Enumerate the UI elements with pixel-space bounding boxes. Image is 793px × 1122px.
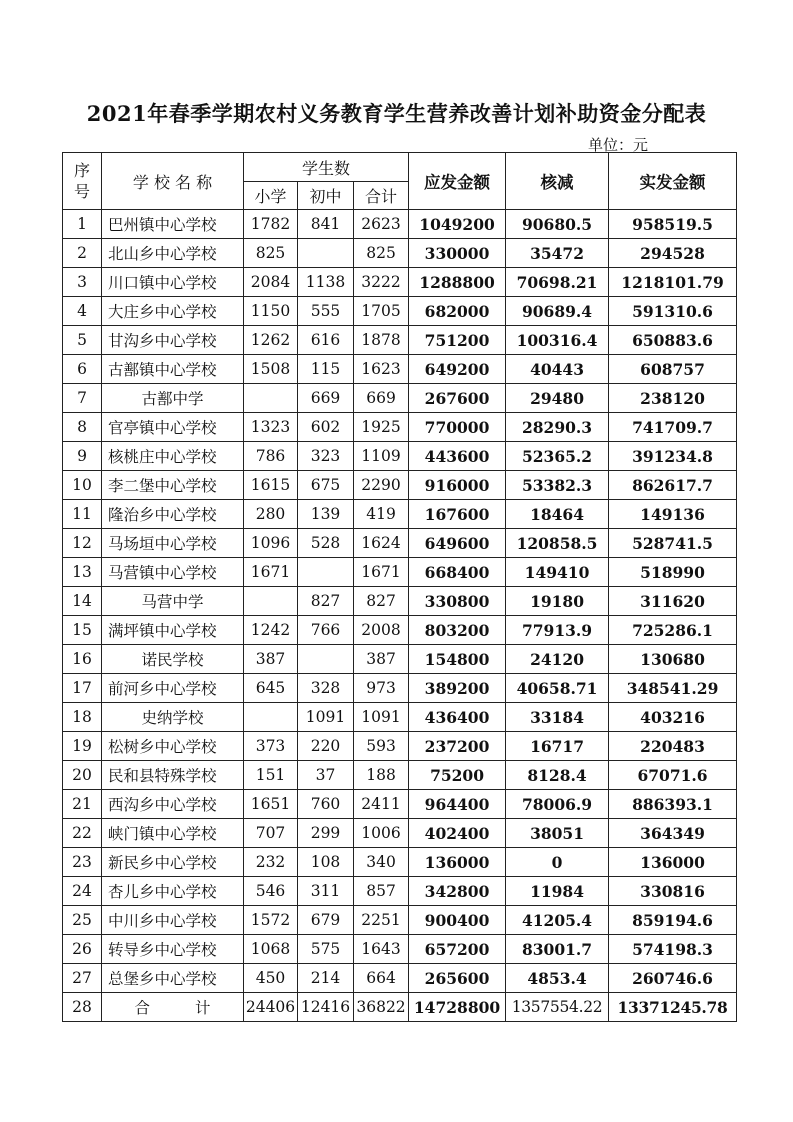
cell-subtotal: 1109 — [354, 442, 409, 471]
cell-primary — [244, 703, 298, 732]
cell-junior: 139 — [298, 500, 354, 529]
cell-allocated: 342800 — [409, 877, 506, 906]
cell-allocated: 443600 — [409, 442, 506, 471]
cell-junior: 602 — [298, 413, 354, 442]
cell-subtotal: 2290 — [354, 471, 409, 500]
cell-actual: 136000 — [609, 848, 737, 877]
cell-school: 西沟乡中心学校 — [102, 790, 244, 819]
cell-subtotal: 2623 — [354, 210, 409, 239]
cell-school: 杏儿乡中心学校 — [102, 877, 244, 906]
cell-primary: 1262 — [244, 326, 298, 355]
total-label: 合 计 — [102, 993, 244, 1022]
cell-primary: 1615 — [244, 471, 298, 500]
table-row — [63, 239, 737, 268]
header-junior: 初中 — [298, 182, 354, 210]
cell-allocated: 267600 — [409, 384, 506, 413]
cell-deduction: 4853.4 — [506, 964, 609, 993]
cell-primary: 786 — [244, 442, 298, 471]
cell-seq: 21 — [63, 790, 102, 819]
cell-actual: 741709.7 — [609, 413, 737, 442]
cell-allocated: 916000 — [409, 471, 506, 500]
cell-seq: 6 — [63, 355, 102, 384]
cell-actual: 311620 — [609, 587, 737, 616]
table-row — [63, 906, 737, 935]
cell-allocated: 1288800 — [409, 268, 506, 297]
cell-junior: 555 — [298, 297, 354, 326]
cell-deduction: 90680.5 — [506, 210, 609, 239]
cell-junior: 616 — [298, 326, 354, 355]
cell-primary: 707 — [244, 819, 298, 848]
cell-primary: 1671 — [244, 558, 298, 587]
cell-actual: 260746.6 — [609, 964, 737, 993]
cell-subtotal: 825 — [354, 239, 409, 268]
table-row — [63, 819, 737, 848]
cell-actual: 1218101.79 — [609, 268, 737, 297]
table-row — [63, 645, 737, 674]
table-row — [63, 413, 737, 442]
cell-primary: 1782 — [244, 210, 298, 239]
table-row — [63, 355, 737, 384]
cell-primary: 280 — [244, 500, 298, 529]
cell-junior — [298, 558, 354, 587]
cell-allocated: 136000 — [409, 848, 506, 877]
cell-actual: 574198.3 — [609, 935, 737, 964]
cell-junior: 675 — [298, 471, 354, 500]
cell-junior: 528 — [298, 529, 354, 558]
cell-subtotal: 1671 — [354, 558, 409, 587]
cell-deduction: 11984 — [506, 877, 609, 906]
cell-actual: 403216 — [609, 703, 737, 732]
cell-primary: 1150 — [244, 297, 298, 326]
cell-school: 新民乡中心学校 — [102, 848, 244, 877]
cell-seq: 22 — [63, 819, 102, 848]
table-row — [63, 935, 737, 964]
cell-allocated: 154800 — [409, 645, 506, 674]
cell-deduction: 19180 — [506, 587, 609, 616]
cell-actual: 958519.5 — [609, 210, 737, 239]
cell-allocated: 649200 — [409, 355, 506, 384]
cell-deduction: 70698.21 — [506, 268, 609, 297]
total-actual: 13371245.78 — [609, 993, 737, 1022]
cell-junior: 841 — [298, 210, 354, 239]
cell-subtotal: 593 — [354, 732, 409, 761]
cell-school: 峡门镇中心学校 — [102, 819, 244, 848]
table-row — [63, 210, 737, 239]
table-row — [63, 732, 737, 761]
cell-primary: 645 — [244, 674, 298, 703]
cell-school: 官亭镇中心学校 — [102, 413, 244, 442]
cell-seq: 3 — [63, 268, 102, 297]
cell-deduction: 8128.4 — [506, 761, 609, 790]
table-row — [63, 529, 737, 558]
cell-school: 松树乡中心学校 — [102, 732, 244, 761]
cell-primary: 1572 — [244, 906, 298, 935]
cell-subtotal: 2008 — [354, 616, 409, 645]
cell-primary: 1323 — [244, 413, 298, 442]
cell-deduction: 28290.3 — [506, 413, 609, 442]
cell-actual: 391234.8 — [609, 442, 737, 471]
cell-actual: 130680 — [609, 645, 737, 674]
cell-allocated: 751200 — [409, 326, 506, 355]
allocation-table — [62, 152, 737, 1022]
cell-school: 川口镇中心学校 — [102, 268, 244, 297]
cell-allocated: 265600 — [409, 964, 506, 993]
cell-seq: 18 — [63, 703, 102, 732]
cell-school: 满坪镇中心学校 — [102, 616, 244, 645]
cell-subtotal: 1925 — [354, 413, 409, 442]
cell-junior: 669 — [298, 384, 354, 413]
cell-subtotal: 669 — [354, 384, 409, 413]
cell-deduction: 24120 — [506, 645, 609, 674]
cell-junior: 115 — [298, 355, 354, 384]
cell-school: 中川乡中心学校 — [102, 906, 244, 935]
cell-actual: 220483 — [609, 732, 737, 761]
cell-primary: 1651 — [244, 790, 298, 819]
total-seq: 28 — [63, 993, 102, 1022]
cell-deduction: 78006.9 — [506, 790, 609, 819]
cell-allocated: 167600 — [409, 500, 506, 529]
cell-seq: 15 — [63, 616, 102, 645]
cell-subtotal: 1091 — [354, 703, 409, 732]
cell-actual: 528741.5 — [609, 529, 737, 558]
cell-deduction: 35472 — [506, 239, 609, 268]
cell-junior: 214 — [298, 964, 354, 993]
cell-subtotal: 387 — [354, 645, 409, 674]
cell-primary: 546 — [244, 877, 298, 906]
cell-school: 马营中学 — [102, 587, 244, 616]
cell-junior: 299 — [298, 819, 354, 848]
cell-actual: 238120 — [609, 384, 737, 413]
cell-allocated: 964400 — [409, 790, 506, 819]
cell-subtotal: 3222 — [354, 268, 409, 297]
cell-school: 民和县特殊学校 — [102, 761, 244, 790]
cell-school: 核桃庄中心学校 — [102, 442, 244, 471]
header-allocated: 应发金额 — [409, 153, 506, 210]
cell-allocated: 900400 — [409, 906, 506, 935]
total-primary: 24406 — [244, 993, 298, 1022]
cell-allocated: 330800 — [409, 587, 506, 616]
cell-junior: 1138 — [298, 268, 354, 297]
cell-seq: 16 — [63, 645, 102, 674]
cell-junior: 220 — [298, 732, 354, 761]
cell-junior: 328 — [298, 674, 354, 703]
cell-actual: 294528 — [609, 239, 737, 268]
cell-actual: 725286.1 — [609, 616, 737, 645]
header-seq-line1: 序 — [73, 161, 90, 180]
cell-seq: 14 — [63, 587, 102, 616]
table-row — [63, 384, 737, 413]
cell-allocated: 436400 — [409, 703, 506, 732]
cell-seq: 27 — [63, 964, 102, 993]
cell-junior: 679 — [298, 906, 354, 935]
cell-deduction: 77913.9 — [506, 616, 609, 645]
cell-allocated: 649600 — [409, 529, 506, 558]
table-row — [63, 500, 737, 529]
cell-primary: 373 — [244, 732, 298, 761]
cell-primary: 387 — [244, 645, 298, 674]
cell-seq: 19 — [63, 732, 102, 761]
header-school: 学 校 名 称 — [102, 153, 244, 210]
cell-deduction: 40443 — [506, 355, 609, 384]
cell-school: 史纳学校 — [102, 703, 244, 732]
cell-school: 隆治乡中心学校 — [102, 500, 244, 529]
cell-junior: 1091 — [298, 703, 354, 732]
cell-school: 转导乡中心学校 — [102, 935, 244, 964]
cell-school: 诺民学校 — [102, 645, 244, 674]
cell-junior: 827 — [298, 587, 354, 616]
cell-deduction: 120858.5 — [506, 529, 609, 558]
cell-primary: 1068 — [244, 935, 298, 964]
table-row — [63, 442, 737, 471]
cell-actual: 149136 — [609, 500, 737, 529]
cell-allocated: 770000 — [409, 413, 506, 442]
cell-subtotal: 827 — [354, 587, 409, 616]
cell-junior: 575 — [298, 935, 354, 964]
cell-deduction: 18464 — [506, 500, 609, 529]
cell-school: 马场垣中心学校 — [102, 529, 244, 558]
unit-label: 单位：元 — [588, 136, 649, 154]
cell-seq: 13 — [63, 558, 102, 587]
header-actual: 实发金额 — [609, 153, 737, 210]
cell-primary: 1242 — [244, 616, 298, 645]
header-subtotal: 合计 — [354, 182, 409, 210]
cell-allocated: 803200 — [409, 616, 506, 645]
total-junior: 12416 — [298, 993, 354, 1022]
cell-seq: 12 — [63, 529, 102, 558]
cell-seq: 4 — [63, 297, 102, 326]
cell-junior: 766 — [298, 616, 354, 645]
table-row — [63, 268, 737, 297]
table-row — [63, 877, 737, 906]
cell-actual: 364349 — [609, 819, 737, 848]
header-seq-line2: 号 — [73, 182, 90, 201]
cell-actual: 886393.1 — [609, 790, 737, 819]
cell-seq: 8 — [63, 413, 102, 442]
header-seq — [63, 153, 102, 210]
cell-allocated: 1049200 — [409, 210, 506, 239]
cell-actual: 650883.6 — [609, 326, 737, 355]
cell-seq: 7 — [63, 384, 102, 413]
cell-school: 前河乡中心学校 — [102, 674, 244, 703]
cell-primary — [244, 384, 298, 413]
cell-school: 古鄯镇中心学校 — [102, 355, 244, 384]
table-row — [63, 674, 737, 703]
cell-primary: 1508 — [244, 355, 298, 384]
cell-junior: 760 — [298, 790, 354, 819]
cell-actual: 518990 — [609, 558, 737, 587]
table-row — [63, 297, 737, 326]
cell-seq: 17 — [63, 674, 102, 703]
cell-deduction: 33184 — [506, 703, 609, 732]
cell-subtotal: 2251 — [354, 906, 409, 935]
cell-subtotal: 1878 — [354, 326, 409, 355]
table-row — [63, 790, 737, 819]
table-row — [63, 587, 737, 616]
cell-subtotal: 1643 — [354, 935, 409, 964]
cell-seq: 25 — [63, 906, 102, 935]
cell-primary — [244, 587, 298, 616]
cell-primary: 1096 — [244, 529, 298, 558]
cell-junior: 311 — [298, 877, 354, 906]
table-row — [63, 703, 737, 732]
cell-deduction: 0 — [506, 848, 609, 877]
cell-allocated: 682000 — [409, 297, 506, 326]
cell-seq: 2 — [63, 239, 102, 268]
cell-deduction: 41205.4 — [506, 906, 609, 935]
table-row — [63, 471, 737, 500]
cell-seq: 10 — [63, 471, 102, 500]
cell-seq: 23 — [63, 848, 102, 877]
table-row — [63, 558, 737, 587]
cell-actual: 330816 — [609, 877, 737, 906]
cell-junior — [298, 239, 354, 268]
cell-deduction: 100316.4 — [506, 326, 609, 355]
cell-school: 古鄯中学 — [102, 384, 244, 413]
cell-deduction: 149410 — [506, 558, 609, 587]
cell-allocated: 657200 — [409, 935, 506, 964]
cell-subtotal: 419 — [354, 500, 409, 529]
cell-seq: 26 — [63, 935, 102, 964]
cell-actual: 608757 — [609, 355, 737, 384]
page-title: 2021年春季学期农村义务教育学生营养改善计划补助资金分配表 — [86, 101, 707, 126]
cell-school: 北山乡中心学校 — [102, 239, 244, 268]
cell-actual: 859194.6 — [609, 906, 737, 935]
cell-allocated: 330000 — [409, 239, 506, 268]
cell-deduction: 83001.7 — [506, 935, 609, 964]
cell-junior: 37 — [298, 761, 354, 790]
cell-actual: 67071.6 — [609, 761, 737, 790]
header-deduction: 核减 — [506, 153, 609, 210]
cell-school: 巴州镇中心学校 — [102, 210, 244, 239]
cell-deduction: 53382.3 — [506, 471, 609, 500]
cell-seq: 24 — [63, 877, 102, 906]
cell-primary: 232 — [244, 848, 298, 877]
cell-deduction: 40658.71 — [506, 674, 609, 703]
header-primary: 小学 — [244, 182, 298, 210]
cell-seq: 9 — [63, 442, 102, 471]
cell-junior: 108 — [298, 848, 354, 877]
cell-school: 大庄乡中心学校 — [102, 297, 244, 326]
cell-subtotal: 973 — [354, 674, 409, 703]
total-row — [63, 993, 737, 1022]
cell-school: 李二堡中心学校 — [102, 471, 244, 500]
cell-subtotal: 1624 — [354, 529, 409, 558]
table-row — [63, 848, 737, 877]
cell-allocated: 389200 — [409, 674, 506, 703]
cell-allocated: 75200 — [409, 761, 506, 790]
cell-seq: 20 — [63, 761, 102, 790]
cell-subtotal: 340 — [354, 848, 409, 877]
table-row — [63, 964, 737, 993]
table-row — [63, 616, 737, 645]
table-body — [63, 210, 737, 1022]
table-row — [63, 761, 737, 790]
cell-subtotal: 2411 — [354, 790, 409, 819]
cell-junior — [298, 645, 354, 674]
cell-actual: 591310.6 — [609, 297, 737, 326]
total-subtotal: 36822 — [354, 993, 409, 1022]
cell-seq: 11 — [63, 500, 102, 529]
cell-seq: 5 — [63, 326, 102, 355]
table-row — [63, 326, 737, 355]
cell-subtotal: 188 — [354, 761, 409, 790]
cell-deduction: 29480 — [506, 384, 609, 413]
header-students: 学生数 — [244, 153, 409, 182]
cell-subtotal: 1705 — [354, 297, 409, 326]
cell-deduction: 90689.4 — [506, 297, 609, 326]
cell-subtotal: 857 — [354, 877, 409, 906]
cell-deduction: 16717 — [506, 732, 609, 761]
cell-actual: 348541.29 — [609, 674, 737, 703]
cell-subtotal: 1006 — [354, 819, 409, 848]
cell-allocated: 402400 — [409, 819, 506, 848]
cell-school: 甘沟乡中心学校 — [102, 326, 244, 355]
cell-primary: 2084 — [244, 268, 298, 297]
cell-subtotal: 664 — [354, 964, 409, 993]
cell-actual: 862617.7 — [609, 471, 737, 500]
cell-deduction: 38051 — [506, 819, 609, 848]
cell-primary: 825 — [244, 239, 298, 268]
total-allocated: 14728800 — [409, 993, 506, 1022]
cell-seq: 1 — [63, 210, 102, 239]
cell-primary: 450 — [244, 964, 298, 993]
cell-school: 马营镇中心学校 — [102, 558, 244, 587]
cell-school: 总堡乡中心学校 — [102, 964, 244, 993]
cell-junior: 323 — [298, 442, 354, 471]
cell-primary: 151 — [244, 761, 298, 790]
cell-deduction: 52365.2 — [506, 442, 609, 471]
cell-allocated: 668400 — [409, 558, 506, 587]
cell-subtotal: 1623 — [354, 355, 409, 384]
total-deduction: 1357554.22 — [506, 993, 609, 1022]
cell-allocated: 237200 — [409, 732, 506, 761]
